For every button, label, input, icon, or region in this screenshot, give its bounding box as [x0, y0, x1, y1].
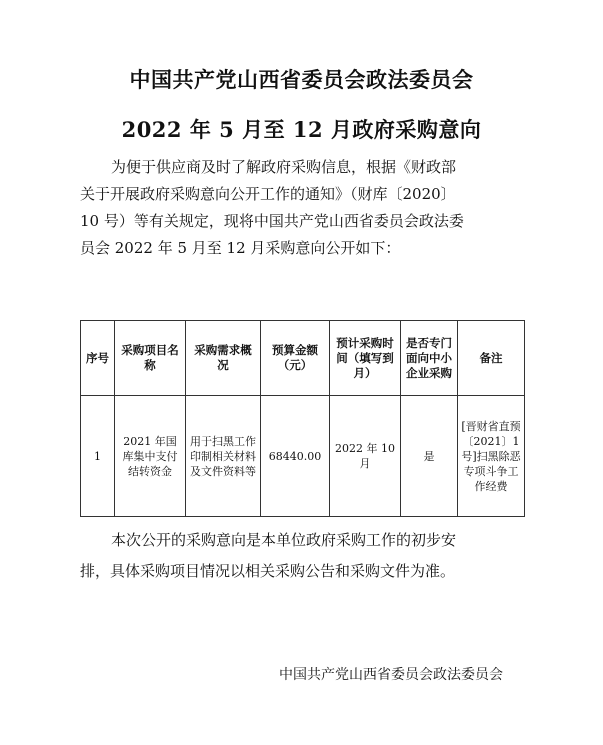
table-row: [81, 396, 525, 517]
intro-line: 员会 2022 年 5 月至 12 月采购意向公开如下：: [80, 239, 401, 257]
cell-seq: 1: [81, 396, 115, 517]
intro-line: 为便于供应商及时了解政府采购信息，根据《财政部: [111, 158, 457, 176]
closing-line: 排，具体采购项目情况以相关采购公告和采购文件为准。: [80, 562, 456, 580]
document-subtitle: 2022 年 5 月至 12 月政府采购意向: [121, 117, 482, 142]
header-project-name: 采购项目名称: [115, 321, 186, 396]
header-expected-time: 预计采购时间（填写到月）: [330, 321, 401, 396]
table-header-row: [81, 321, 525, 396]
intro-line: 10 号）等有关规定，现将中国共产党山西省委员会政法委: [80, 212, 464, 230]
header-remark: 备注: [458, 321, 525, 396]
signature: 中国共产党山西省委员会政法委员会: [279, 667, 503, 683]
cell-remark: [晋财省直预〔2021〕1 号]扫黑除恶专项斗争工作经费: [458, 396, 525, 517]
header-budget: 预算金额（元）: [261, 321, 330, 396]
header-seq: 序号: [81, 321, 115, 396]
intro-paragraph: [80, 154, 525, 262]
cell-project-name: 2021 年国库集中支付结转资金: [115, 396, 186, 517]
procurement-table: [80, 320, 525, 517]
cell-demand-summary: 用于扫黑工作印制相关材料及文件资料等: [186, 396, 261, 517]
header-sme: 是否专门面向中小企业采购: [401, 321, 458, 396]
document-title: 中国共产党山西省委员会政法委员会: [129, 67, 474, 92]
cell-budget: 68440.00: [261, 396, 330, 517]
closing-paragraph: [80, 525, 525, 587]
header-demand-summary: 采购需求概况: [186, 321, 261, 396]
intro-line: 关于开展政府采购意向公开工作的通知》（财库〔2020〕: [80, 185, 456, 203]
cell-sme: 是: [401, 396, 458, 517]
closing-line: 本次公开的采购意向是本单位政府采购工作的初步安: [111, 531, 457, 549]
cell-expected-time: 2022 年 10 月: [330, 396, 401, 517]
